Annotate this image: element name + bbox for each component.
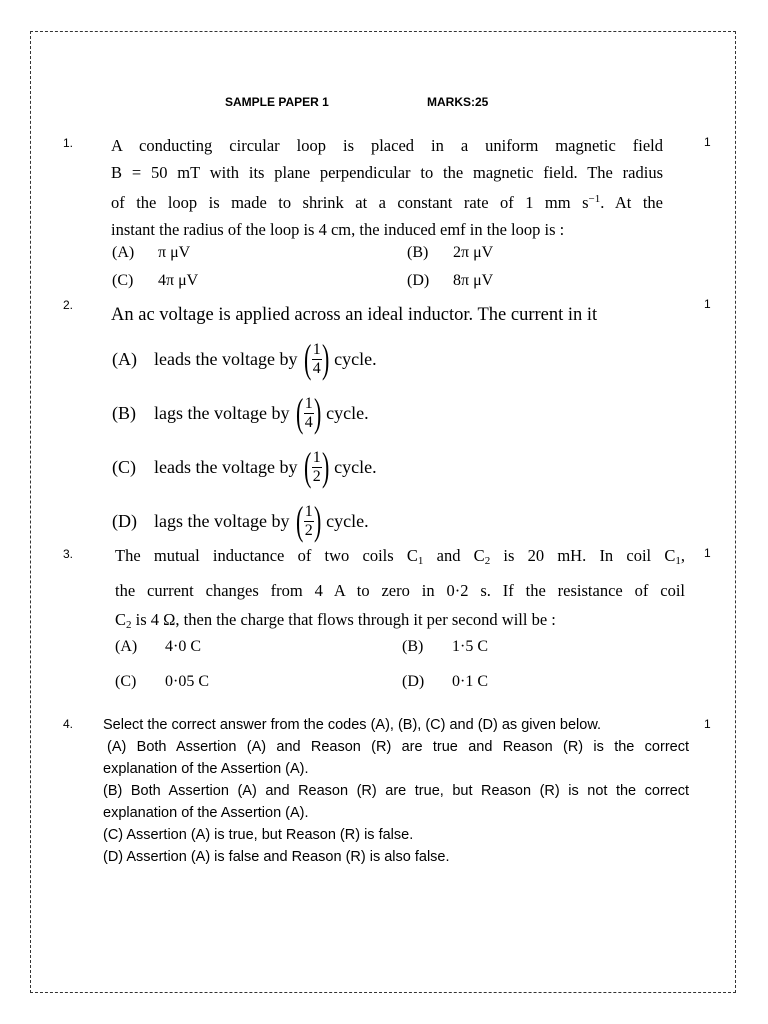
question-marks: 1 — [704, 717, 711, 731]
question-text: An ac voltage is applied across an ideal inductor. The current in it — [111, 305, 598, 325]
question-line: (A) Both Assertion (A) and Reason (R) are true and Reason (R) is the correct — [107, 739, 689, 755]
option-a: (A) leads the voltage by ( $\frac{1}{4}$ ) cycle. — [112, 336, 377, 381]
question-number: 3. — [63, 547, 74, 561]
option-a: (A) 4·0 C — [115, 638, 201, 655]
question-line: (D) Assertion (A) is false and Reason (R) is also false. — [103, 849, 450, 865]
question-marks: 1 — [704, 135, 711, 149]
option-a: (A) π μV — [112, 244, 191, 261]
paper-title: SAMPLE PAPER 1 — [225, 95, 329, 109]
question-line: Select the correct answer from the codes (A), (B), (C) and (D) as given below. — [103, 717, 602, 733]
question-marks: 1 — [704, 546, 711, 560]
option-c: (C) 4π μV — [112, 272, 199, 289]
option-b: (B) lags the voltage by ( $\frac{1}{4}$ ) cycle. — [112, 390, 369, 435]
question-line: explanation of the Assertion (A). — [103, 805, 309, 821]
question-line: A conducting circular loop is placed in a uniform magnetic field — [111, 136, 663, 155]
question-marks: 1 — [704, 297, 711, 311]
option-c: (C) 0·05 C — [115, 673, 209, 690]
fraction: ( $\frac{1}{2}$ ) — [296, 498, 322, 543]
question-line: (C) Assertion (A) is true, but Reason (R) is false. — [103, 827, 414, 843]
question-number: 4. — [63, 717, 74, 731]
option-b: (B) 2π μV — [407, 244, 494, 261]
paper-marks: MARKS:25 — [427, 95, 489, 109]
question-line: the current changes from 4 A to zero in 0·2 s. If the resistance of coil — [115, 581, 685, 600]
question-line: $C_2$ is 4 Ω, then the charge that flows through it per second will be : — [115, 610, 556, 631]
question-number: 2. — [63, 298, 74, 312]
question-line: explanation of the Assertion (A). — [103, 761, 309, 777]
option-d: (D) 0·1 C — [402, 673, 488, 690]
question-number: 1. — [63, 136, 74, 150]
option-b: (B) 1·5 C — [402, 638, 488, 655]
question-line: of the loop is made to shrink at a constant rate of 1 mm $s^{-1}$. At the — [111, 193, 663, 212]
option-d: (D) 8π μV — [407, 272, 494, 289]
question-line: B = 50 mT with its plane perpendicular to the magnetic field. The radius — [111, 162, 663, 182]
question-line: instant the radius of the loop is 4 cm, the induced emf in the loop is : — [111, 219, 565, 239]
question-text — [115, 541, 685, 640]
question-text — [103, 714, 689, 868]
fraction: ( $\frac{1}{4}$ ) — [304, 336, 330, 381]
question-text — [111, 133, 663, 243]
fraction: ( $\frac{1}{4}$ ) — [296, 390, 322, 435]
question-line: The mutual inductance of two coils $C_1$ and $C_2$ is 20 mH. In coil $C_1$, — [115, 546, 685, 567]
question-line: (B) Both Assertion (A) and Reason (R) are true, but Reason (R) is not the correct — [103, 783, 689, 799]
option-c: (C) leads the voltage by ( $\frac{1}{2}$ ) cycle. — [112, 444, 377, 489]
option-d: (D) lags the voltage by ( $\frac{1}{2}$ ) cycle. — [112, 498, 369, 543]
fraction: ( $\frac{1}{2}$ ) — [304, 444, 330, 489]
